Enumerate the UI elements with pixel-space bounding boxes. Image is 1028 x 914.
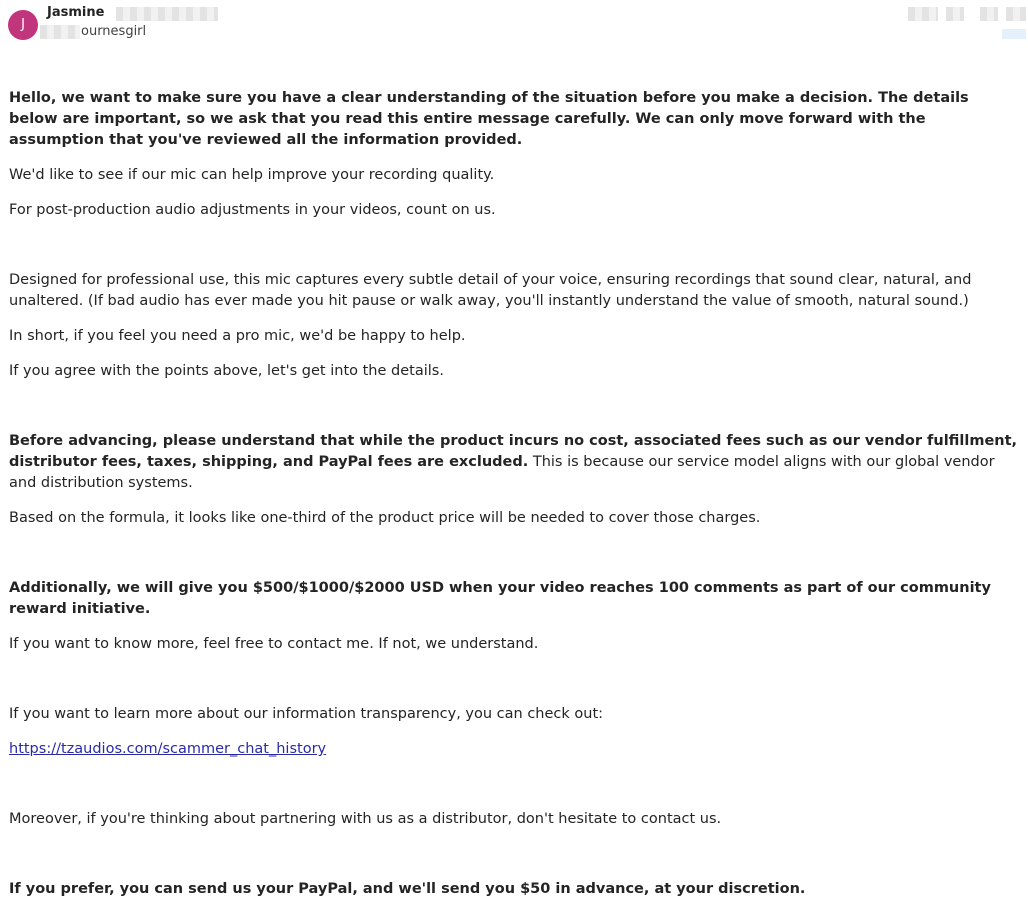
paypal-bold-text: If you prefer, you can send us your PayPal, and we'll send you $50 in advance, at your discretion. (9, 881, 806, 897)
paragraph-link (9, 739, 1019, 760)
redacted-date (908, 7, 938, 21)
paragraph-pro-mic: In short, if you feel you need a pro mic, we'd be happy to help. (9, 328, 466, 344)
redacted-toolbar-item (980, 7, 998, 21)
paragraph-fees (9, 431, 1019, 494)
sender-address-text: ournesgirl (81, 24, 147, 39)
redacted-toolbar-item (946, 7, 964, 21)
reward-bold-text: Additionally, we will give you $500/$1000/$2000 USD when your video reaches 100 comments as part of our community reward initiative. (9, 580, 991, 617)
intro-paragraph (9, 88, 1019, 151)
spacer (9, 235, 1019, 270)
sender-address[interactable] (40, 24, 146, 39)
email-body (9, 88, 1019, 914)
redacted-toolbar-item (1006, 7, 1026, 21)
redacted-sender-detail (116, 7, 218, 21)
transparency-link[interactable]: https://tzaudios.com/scammer_chat_history (9, 741, 327, 757)
sender-name[interactable]: Jasmine (47, 5, 105, 20)
paragraph-reward (9, 578, 1019, 620)
fees-rest-text: This is because our service model aligns with our global vendor and distribution systems. (9, 454, 995, 491)
paragraph-mic-quality: We'd like to see if our mic can help improve your recording quality. (9, 167, 495, 183)
sender-avatar[interactable]: J (8, 10, 38, 40)
spacer (9, 543, 1019, 578)
paragraph-paypal (9, 879, 1019, 900)
spacer (9, 774, 1019, 809)
email-header (0, 0, 1028, 56)
paragraph-post-production: For post-production audio adjustments in your videos, count on us. (9, 202, 496, 218)
paragraph-distributor: Moreover, if you're thinking about partnering with us as a distributor, don't hesitate to contact us. (9, 811, 722, 827)
paragraph-formula: Based on the formula, it looks like one-third of the product price will be needed to cover those charges. (9, 510, 761, 526)
paragraph-pro-use: Designed for professional use, this mic captures every subtle detail of your voice, ensuring recordings that sound clear, natural, and unaltered. (If bad audio has ever made you hit pause or walk away, you'll instantly understand the value of smooth, natural sound.) (9, 272, 972, 309)
redacted-toolbar-item (1002, 29, 1026, 39)
spacer (9, 396, 1019, 431)
paragraph-agree: If you agree with the points above, let's get into the details. (9, 363, 444, 379)
redacted-address-part (40, 25, 80, 39)
fees-bold-text: Before advancing, please understand that while the product incurs no cost, associated fees such as our vendor fulfillment, distributor fees, taxes, shipping, and PayPal fees are excluded. (9, 433, 1018, 470)
paragraph-transparency: If you want to learn more about our information transparency, you can check out: (9, 706, 604, 722)
paragraph-contact: If you want to know more, feel free to contact me. If not, we understand. (9, 636, 539, 652)
spacer (9, 669, 1019, 704)
intro-bold-text: Hello, we want to make sure you have a clear understanding of the situation before you make a decision. The details below are important, so we ask that you read this entire message carefully. We can only move forward with the assumption that you've reviewed all the information provided. (9, 90, 969, 148)
spacer (9, 844, 1019, 879)
